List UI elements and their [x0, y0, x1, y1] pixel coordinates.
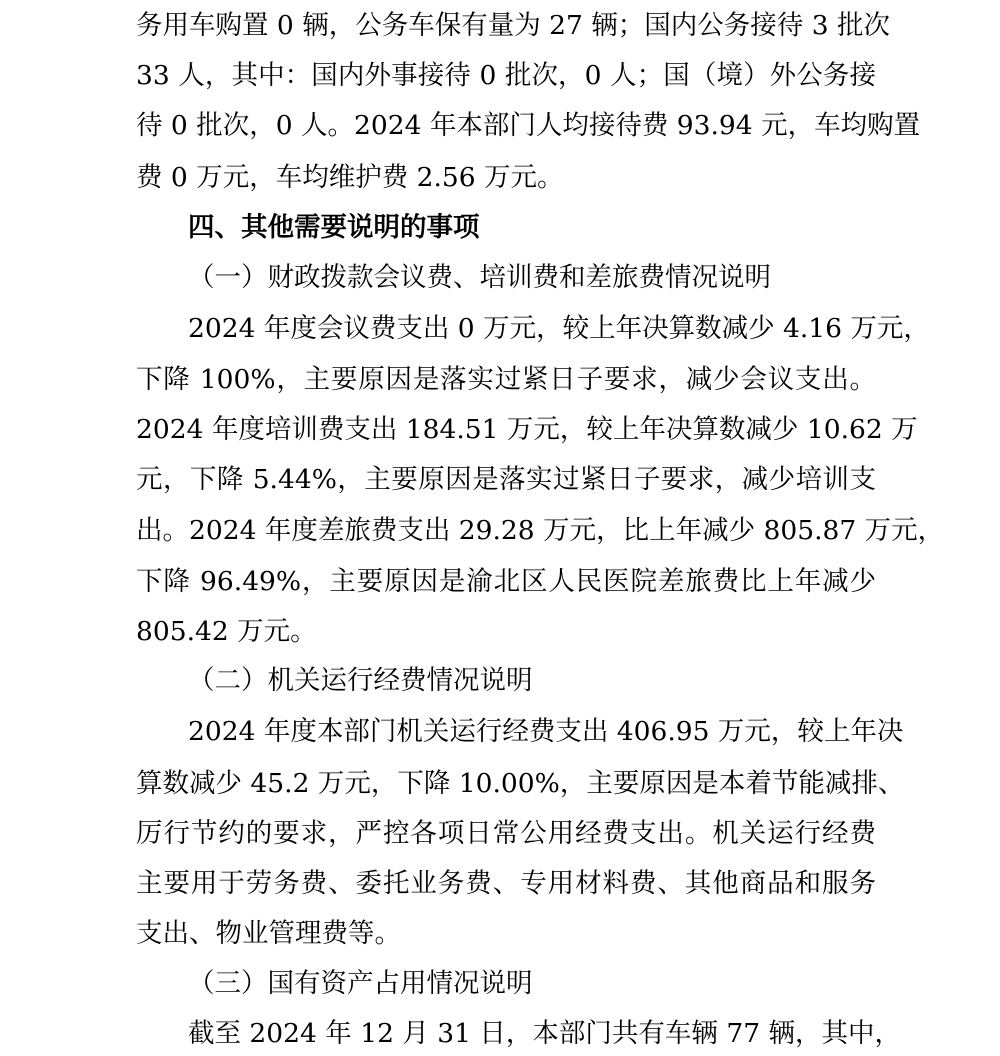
paragraph-line: 元，下降 5.44%，主要原因是落实过紧日子要求，减少培训支	[136, 464, 876, 495]
paragraph-line: 待 0 批次，0 人。2024 年本部门人均接待费 93.94 元，车均购置	[136, 110, 921, 141]
paragraph-line: 2024 年度本部门机关运行经费支出 406.95 万元，较上年决	[188, 716, 904, 747]
paragraph-line: 805.42 万元。	[136, 616, 317, 647]
paragraph-line: 支出、物业管理费等。	[136, 918, 401, 949]
paragraph-line: 算数减少 45.2 万元，下降 10.00%，主要原因是本着节能减排、	[136, 768, 905, 799]
paragraph-line: 费 0 万元，车均维护费 2.56 万元。	[136, 162, 564, 193]
paragraph-line: 务用车购置 0 辆，公务车保有量为 27 辆；国内公务接待 3 批次	[136, 10, 890, 41]
paragraph-line: 下降 100%，主要原因是落实过紧日子要求，减少会议支出。	[136, 364, 876, 395]
paragraph-line: 厉行节约的要求，严控各项日常公用经费支出。机关运行经费	[136, 818, 876, 849]
section-heading: 四、其他需要说明的事项	[188, 212, 480, 243]
paragraph-line: 主要用于劳务费、委托业务费、专用材料费、其他商品和服务	[136, 868, 876, 899]
paragraph-line: 33 人，其中：国内外事接待 0 批次，0 人；国（境）外公务接	[136, 60, 876, 91]
paragraph-line: 截至 2024 年 12 月 31 日，本部门共有车辆 77 辆，其中，	[188, 1018, 901, 1049]
paragraph-line: 2024 年度会议费支出 0 万元，较上年决算数减少 4.16 万元，	[188, 313, 930, 344]
subsection-heading: （三）国有资产占用情况说明	[188, 968, 533, 999]
subsection-heading: （一）财政拨款会议费、培训费和差旅费情况说明	[188, 262, 771, 293]
subsection-heading: （二）机关运行经费情况说明	[188, 665, 533, 696]
paragraph-line: 出。2024 年度差旅费支出 29.28 万元，比上年减少 805.87 万元，	[136, 515, 945, 546]
paragraph-line: 下降 96.49%，主要原因是渝北区人民医院差旅费比上年减少	[136, 566, 876, 597]
paragraph-line: 2024 年度培训费支出 184.51 万元，较上年决算数减少 10.62 万	[136, 414, 918, 445]
